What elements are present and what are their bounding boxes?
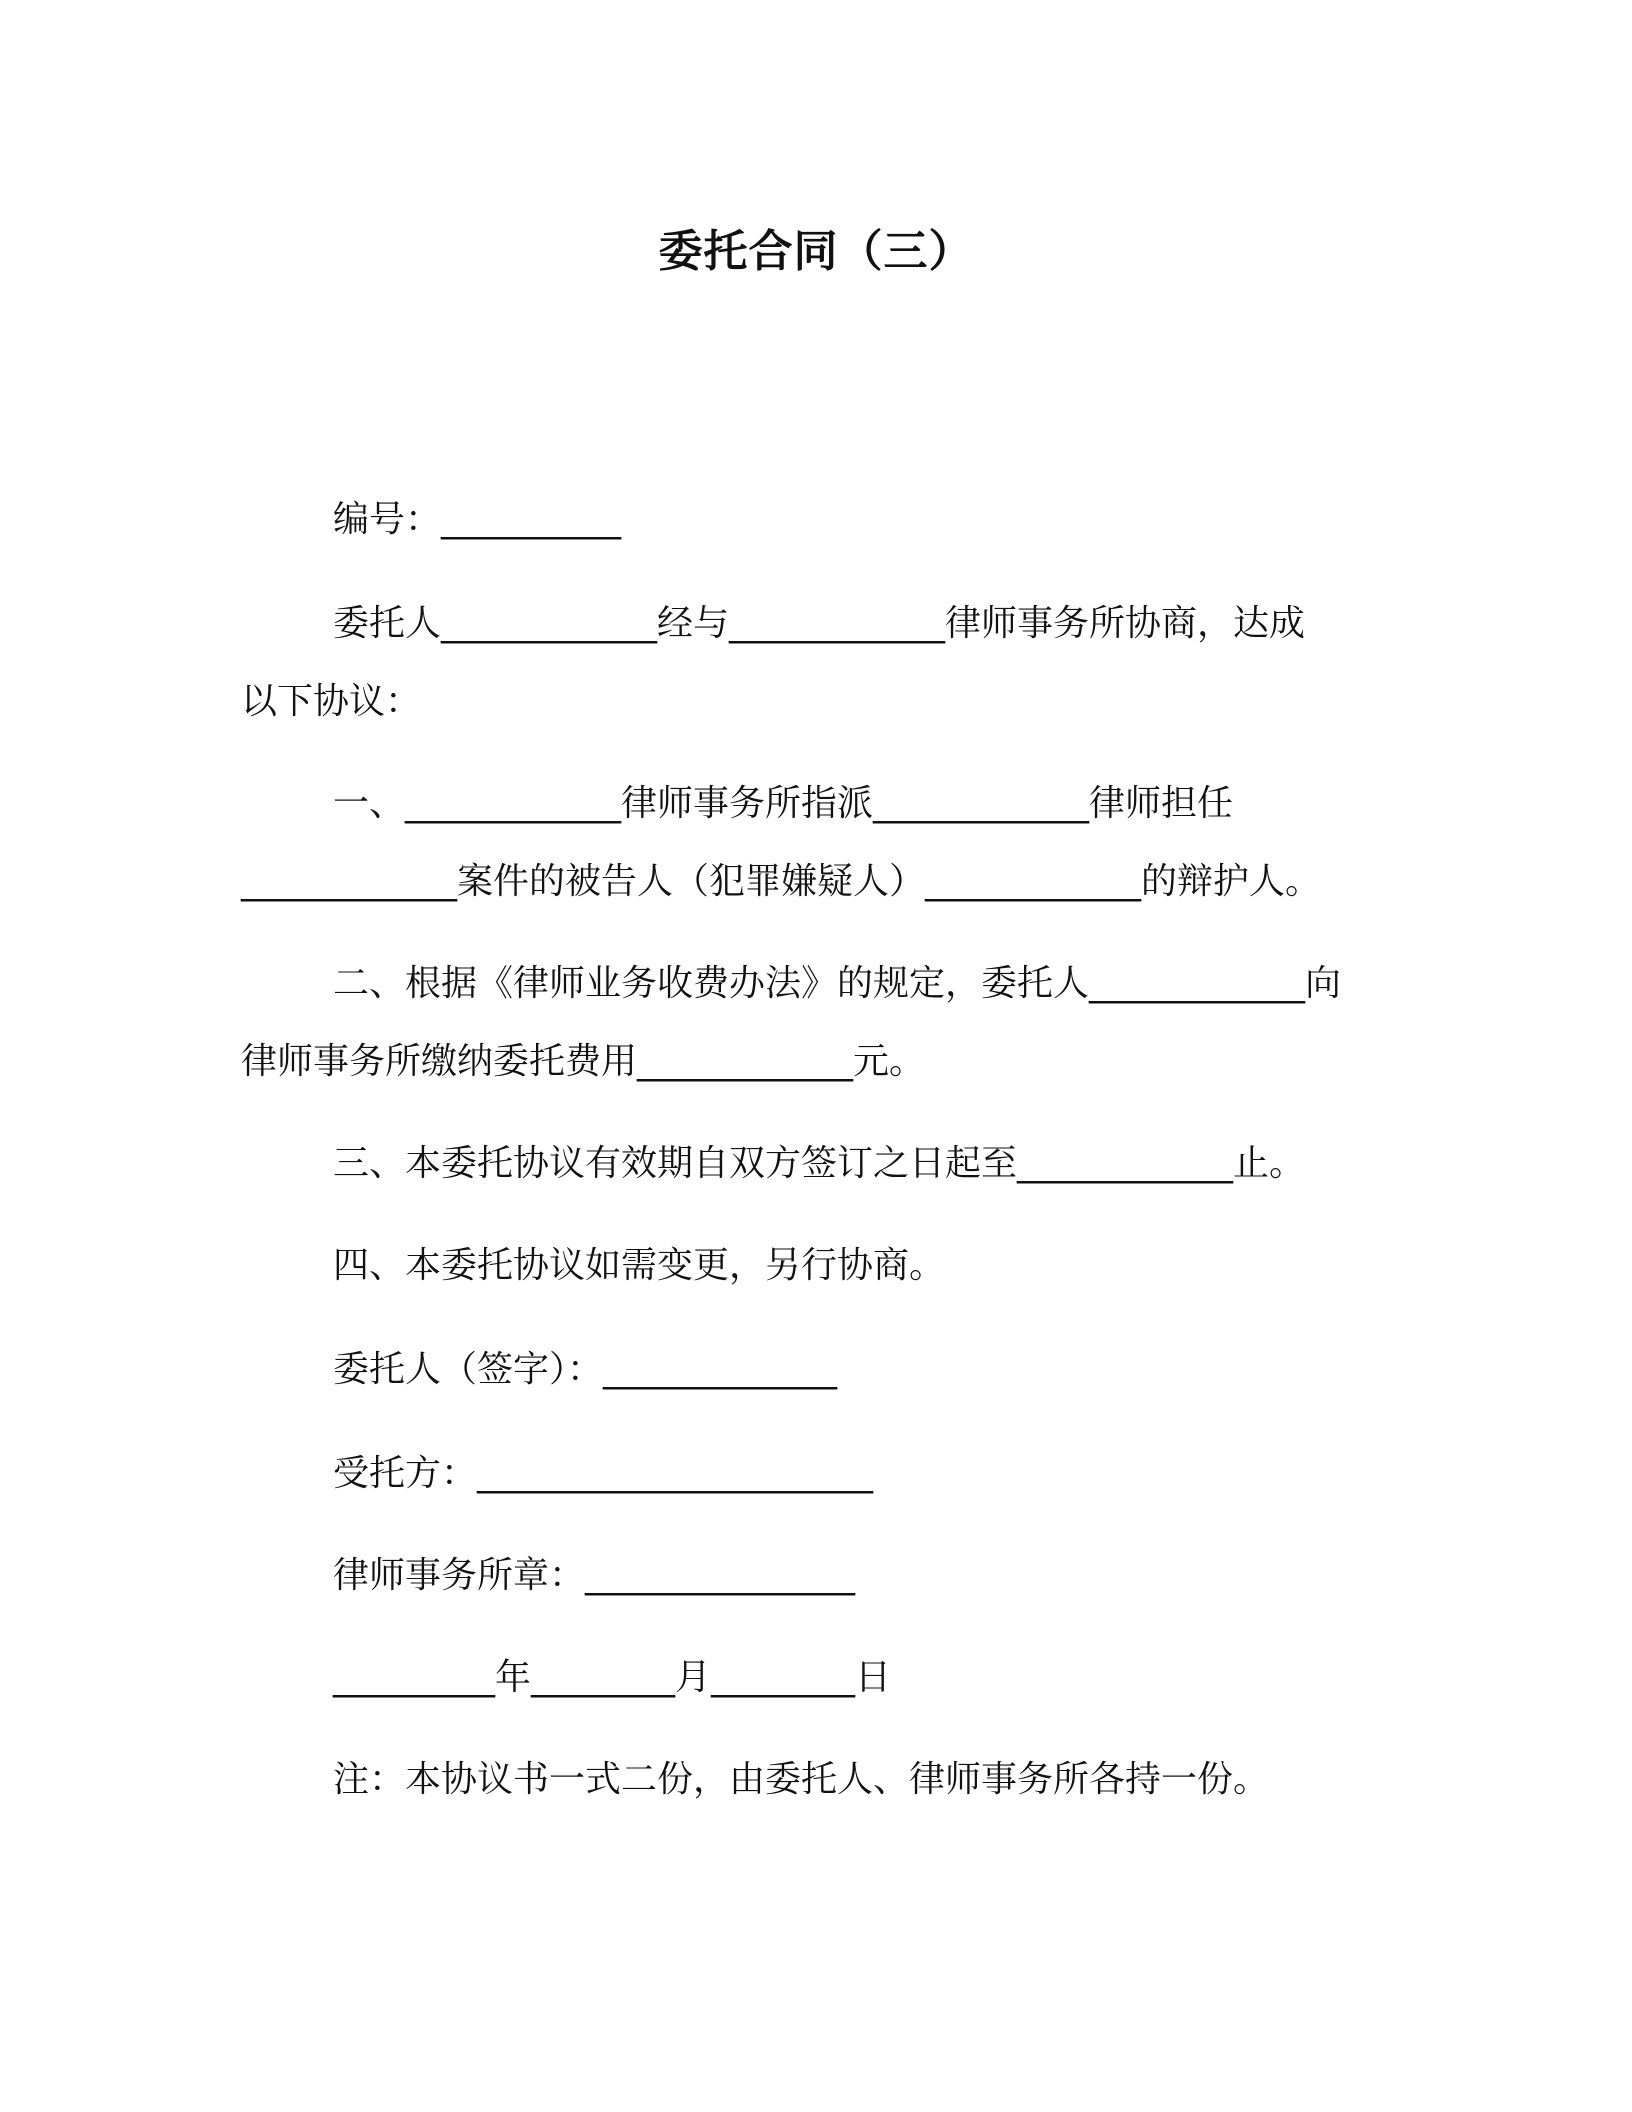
date-line: _________年________月________日 xyxy=(333,1657,891,1698)
preamble-line-2: 以下协议： xyxy=(241,681,422,722)
clause-4-line: 四、本委托协议如需变更，另行协商。 xyxy=(333,1245,946,1286)
clause-1-line-1: 一、____________律师事务所指派____________律师担任 xyxy=(333,783,1234,824)
preamble-line-1: 委托人____________经与____________律师事务所协商，达成 xyxy=(333,603,1306,644)
clause-1-line-2: ____________案件的被告人（犯罪嫌疑人）____________的辩护人。 xyxy=(241,861,1322,902)
trustee-line: 受托方：______________________ xyxy=(333,1453,874,1494)
document-title: 委托合同（三） xyxy=(658,226,974,277)
note-line: 注：本协议书一式二份，由委托人、律师事务所各持一份。 xyxy=(333,1759,1270,1800)
clause-3-line: 三、本委托协议有效期自双方签订之日起至____________止。 xyxy=(333,1143,1306,1184)
client-signature-line: 委托人（签字）：_____________ xyxy=(333,1349,838,1390)
clause-2-line-1: 二、根据《律师业务收费办法》的规定，委托人____________向 xyxy=(333,963,1342,1004)
law-firm-seal-line: 律师事务所章：_______________ xyxy=(333,1555,856,1596)
contract-number-line: 编号：__________ xyxy=(333,499,622,540)
clause-2-line-2: 律师事务所缴纳委托费用____________元。 xyxy=(241,1041,926,1082)
